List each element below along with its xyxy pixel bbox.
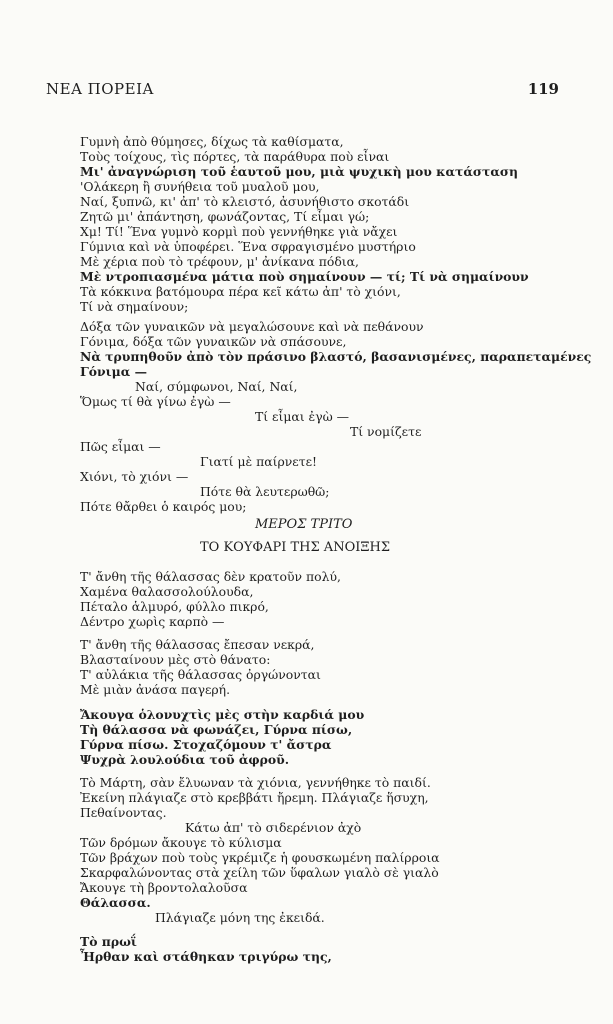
- poem-title: ΤΟ ΚΟΥΦΑΡΙ ΤΗΣ ΑΝΟΙΞΗΣ: [200, 540, 391, 555]
- poem-line: Τί εἶμαι ἐγὼ —: [255, 409, 350, 424]
- poem-line: Ἄκουγε τὴ βροντολαλοῦσα: [80, 880, 248, 895]
- poem-line: Ναί, σύμφωνοι, Ναί, Ναί,: [135, 379, 298, 394]
- poem-line: Τί νὰ σημαίνουν;: [80, 299, 189, 314]
- poem-line: Γόνιμα, δόξα τῶν γυναικῶν νὰ σπάσουνε,: [80, 334, 347, 349]
- page-header: [46, 80, 559, 100]
- poem-line: Πλάγιαζε μόνη της ἐκειδά.: [155, 910, 325, 925]
- poem-line: Χαμένα θαλασσολούλουδα,: [80, 584, 254, 599]
- poem-line: Πέταλο ἁλμυρό, φύλλο πικρό,: [80, 599, 269, 614]
- poem-line: Δέντρο χωρὶς καρπὸ —: [80, 614, 225, 629]
- poem-line: Βλασταίνουν μὲς στὸ θάνατο:: [80, 652, 271, 667]
- poem-line: Ἦρθαν καὶ στάθηκαν τριγύρω της,: [80, 949, 332, 964]
- poem-line: Μὲ μιὰν ἀνάσα παγερή.: [80, 682, 231, 697]
- poem-line: Γόνιμα —: [80, 364, 147, 379]
- poem-line: Τὸ Μάρτη, σὰν ἔλυωναν τὰ χιόνια, γεννήθηκε τὸ παιδί.: [80, 775, 431, 790]
- poem-line: Τὸ πρωΐ: [80, 934, 137, 949]
- poem-line: Πότε θὰ λευτερωθῶ;: [200, 484, 330, 499]
- poem-line: Τ' αὐλάκια τῆς θάλασσας ὀργώνονται: [80, 667, 321, 682]
- poem-line: Τ' ἄνθη τῆς θάλασσας δὲν κρατοῦν πολύ,: [80, 569, 341, 584]
- poem-line: Γιατί μὲ παίρνετε!: [200, 454, 317, 469]
- poem-line: Τὴ θάλασσα νὰ φωνάζει, Γύρνα πίσω,: [80, 722, 353, 737]
- poem-line: Τῶν δρόμων ἄκουγε τὸ κύλισμα: [80, 835, 282, 850]
- poem-line: Τὰ κόκκινα βατόμουρα πέρα κεῖ κάτω ἀπ' τὸ χιόνι,: [80, 284, 401, 299]
- poem-line: Σκαρφαλώνοντας στὰ χείλη τῶν ὕφαλων γιαλὸ σὲ γιαλὸ: [80, 865, 439, 880]
- poem-line: Ὅμως τί θὰ γίνω ἐγὼ —: [80, 394, 231, 409]
- poem-line: Κάτω ἀπ' τὸ σιδερένιον ἀχὸ: [185, 820, 362, 835]
- poem-line: Μὲ χέρια ποὺ τὸ τρέφουν, μ' ἀνίκανα πόδια,: [80, 254, 359, 269]
- poem-line: Μὲ ντροπιασμένα μάτια ποὺ σημαίνουν — τί; Τί νὰ σημαίνουν: [80, 269, 529, 284]
- running-head: ΝΕΑ ΠΟΡΕΙΑ: [46, 80, 154, 98]
- poem-line: Πῶς εἶμαι —: [80, 439, 161, 454]
- poem-line: Γύμνια καὶ νὰ ὑποφέρει. Ἕνα σφραγισμένο μυστήριο: [80, 239, 416, 254]
- poem-line: Νὰ τρυπηθοῦν ἀπὸ τὸν πράσινο βλαστό, βασανισμένες, παραπεταμένες: [80, 349, 592, 364]
- poem-line: Μι' ἀναγνώριση τοῦ ἑαυτοῦ μου, μιὰ ψυχικὴ μου κατάσταση: [80, 164, 519, 179]
- poem-line: Τί νομίζετε: [350, 424, 422, 439]
- poem-line: Γυμνὴ ἀπὸ θύμησες, δίχως τὰ καθίσματα,: [80, 134, 344, 149]
- poem-line: Χιόνι, τὸ χιόνι —: [80, 469, 189, 484]
- poem-line: Ναί, ξυπνῶ, κι' ἀπ' τὸ κλειστό, ἀσυνήθιστο σκοτάδι: [80, 194, 410, 209]
- poem-line: 'Ολάκερη ἢ συνήθεια τοῦ μυαλοῦ μου,: [80, 179, 320, 194]
- poem-line: Γύρνα πίσω. Στοχαζόμουν τ' ἄστρα: [80, 737, 332, 752]
- poem-line: Τοὺς τοίχους, τὶς πόρτες, τὰ παράθυρα ποὺ εἶναι: [80, 149, 390, 164]
- poem-line: Χμ! Τί! Ἕνα γυμνὸ κορμὶ ποὺ γεννήθηκε γιὰ νἄχει: [80, 224, 398, 239]
- poem-line: Ζητῶ μι' ἀπάντηση, φωνάζοντας, Τί εἶμαι γώ;: [80, 209, 370, 224]
- poem-line: Πεθαίνοντας.: [80, 805, 167, 820]
- section-title: ΜΕΡΟΣ ΤΡΙΤΟ: [255, 517, 353, 532]
- poem-line: Πότε θἄρθει ὁ καιρός μου;: [80, 499, 247, 514]
- poem-line: Ἄκουγα ὁλονυχτὶς μὲς στὴν καρδιά μου: [80, 707, 365, 722]
- poem-line: Ψυχρὰ λουλούδια τοῦ ἀφροῦ.: [80, 752, 290, 767]
- poem-line: Θάλασσα.: [80, 895, 151, 910]
- page-number: 119: [527, 80, 559, 98]
- poem-line: Ἐκείνη πλάγιαζε στὸ κρεββάτι ἤρεμη. Πλάγιαζε ἥσυχη,: [80, 790, 429, 805]
- poem-line: Τ' ἄνθη τῆς θάλασσας ἔπεσαν νεκρά,: [80, 637, 315, 652]
- poem-line: Δόξα τῶν γυναικῶν νὰ μεγαλώσουνε καὶ νὰ πεθάνουν: [80, 319, 424, 334]
- poem-line: Τῶν βράχων ποὺ τοὺς γκρέμιζε ἡ φουσκωμένη παλίρροια: [80, 850, 440, 865]
